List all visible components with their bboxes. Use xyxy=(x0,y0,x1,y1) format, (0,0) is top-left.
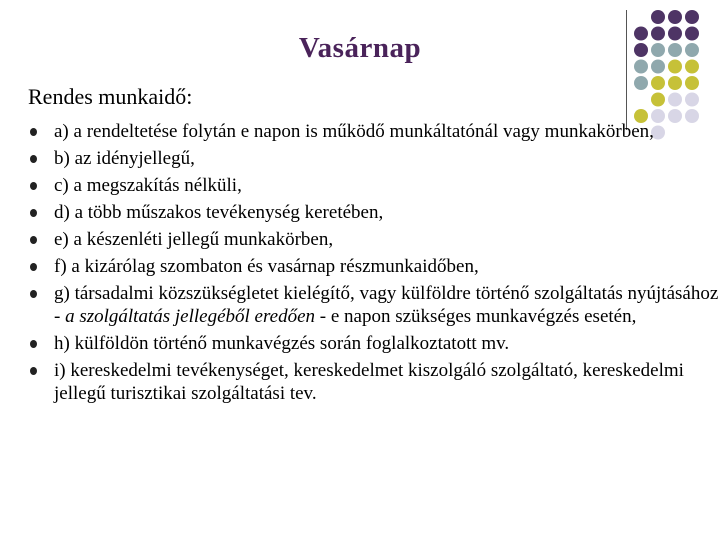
subtitle: Rendes munkaidő: xyxy=(28,84,193,109)
bullet-icon xyxy=(30,263,37,271)
divider-line xyxy=(626,10,627,130)
bullet-icon xyxy=(30,128,37,136)
decorative-dot xyxy=(634,27,648,41)
decorative-dot xyxy=(651,10,665,24)
italic-phrase: a szolgáltatás jellegéből eredően xyxy=(65,306,316,327)
bullet-list xyxy=(30,120,720,409)
list-item: b) az idényjellegű, xyxy=(30,147,720,170)
bullet-icon xyxy=(30,290,37,298)
list-item: i) kereskedelmi tevékenységet, kereskedelmet kiszolgáló szolgáltató, kereskedelmi jellegű turisztikai szolgáltatási tev. xyxy=(30,359,720,405)
decorative-dot xyxy=(685,10,699,24)
decorative-dot xyxy=(651,27,665,41)
decorative-dot xyxy=(685,27,699,41)
decorative-dot-grid xyxy=(0,0,720,140)
decorative-dot xyxy=(668,76,682,90)
bullet-icon xyxy=(30,155,37,163)
decorative-dot xyxy=(668,10,682,24)
bullet-icon xyxy=(30,340,37,348)
decorative-dot xyxy=(668,43,682,57)
list-item: h) külföldön történő munkavégzés során foglalkoztatott mv. xyxy=(30,332,720,355)
decorative-dot xyxy=(634,76,648,90)
bullet-icon xyxy=(30,209,37,217)
decorative-dot xyxy=(685,60,699,74)
decorative-dot xyxy=(651,76,665,90)
list-item: c) a megszakítás nélküli, xyxy=(30,174,720,197)
list-item: a) a rendeltetése folytán e napon is működő munkáltatónál vagy munkakörben, xyxy=(30,120,720,143)
decorative-dot xyxy=(651,60,665,74)
bullet-icon xyxy=(30,236,37,244)
list-item: d) a több műszakos tevékenység keretében, xyxy=(30,201,720,224)
bullet-icon xyxy=(30,367,37,375)
decorative-dot xyxy=(634,43,648,57)
decorative-dot xyxy=(685,76,699,90)
decorative-dot xyxy=(651,43,665,57)
decorative-dot xyxy=(685,43,699,57)
list-item: g) társadalmi közszükségletet kielégítő, vagy külföldre történő szolgáltatás nyújtásához - a szolgáltatás jellegéből eredően - e napon szükséges munkavégzés esetén, xyxy=(30,282,720,328)
decorative-dot xyxy=(668,93,682,107)
decorative-dot xyxy=(685,93,699,107)
slide-title: Vasárnap xyxy=(298,32,422,64)
decorative-dot xyxy=(651,93,665,107)
list-item: f) a kizárólag szombaton és vasárnap részmunkaidőben, xyxy=(30,255,720,278)
decorative-dot xyxy=(668,27,682,41)
list-item: e) a készenléti jellegű munkakörben, xyxy=(30,228,720,251)
decorative-dot xyxy=(668,60,682,74)
bullet-icon xyxy=(30,182,37,190)
decorative-dot xyxy=(634,60,648,74)
